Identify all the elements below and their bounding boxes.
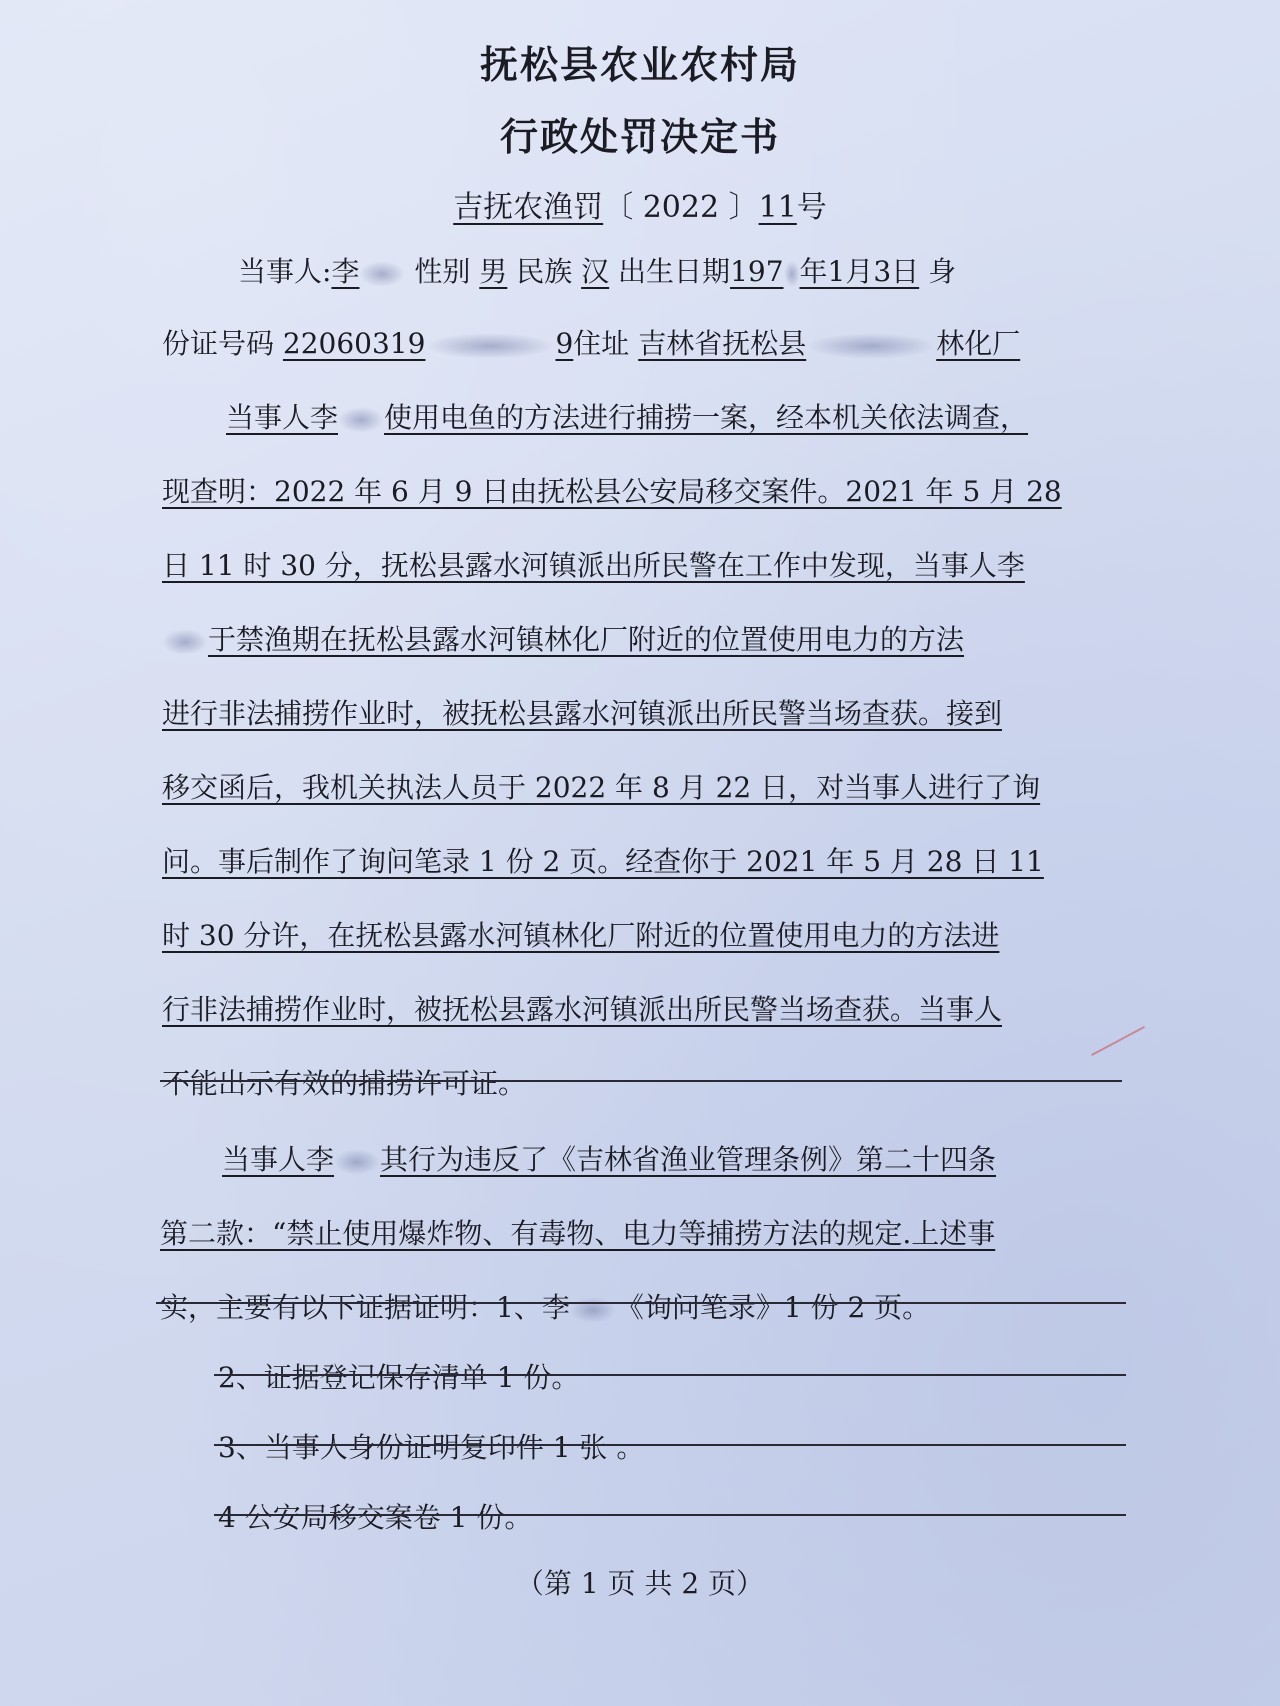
facts-line-2: 现查明：2022 年 6 月 9 日由抚松县公安局移交案件。2021 年 5 月 28 (162, 475, 1062, 508)
redaction-mark (359, 261, 405, 287)
underline-rule (214, 1444, 1126, 1446)
pen-mark (1091, 1026, 1145, 1056)
ethnicity-label: 民族 (516, 255, 573, 288)
id-value: 22060319 9 (282, 327, 574, 360)
facts-line-1: 当事人李 使用电鱼的方法进行捕捞一案，经本机关依法调查， (226, 401, 1029, 434)
redaction-mark (334, 1149, 380, 1175)
facts-line-5: 进行非法捕捞作业时，被抚松县露水河镇派出所民警当场查获。接到 (162, 697, 1003, 730)
evidence-item-4: 4 公安局移交案卷 1 份。 (218, 1501, 533, 1534)
redaction-mark (162, 629, 208, 655)
underline-rule (156, 1302, 1126, 1304)
facts-line-10: 不能出示有效的捕捞许可证。 (162, 1067, 527, 1100)
facts-line-4: 于禁渔期在抚松县露水河镇林化厂附近的位置使用电力的方法 (162, 620, 964, 660)
doc-number-num: 11 (758, 190, 797, 225)
doc-number-suffix: 号 (796, 190, 827, 225)
facts-line-9: 行非法捕捞作业时，被抚松县露水河镇派出所民警当场查获。当事人 (162, 993, 1003, 1026)
party-line-2 (162, 324, 1020, 364)
violation-line-3: 实，主要有以下证据证明：1、李 《询问笔录》1 份 2 页。 (160, 1291, 931, 1324)
doc-number-year: 〔 2022 〕 (603, 190, 759, 225)
facts-line-3: 日 11 时 30 分，抚松县露水河镇派出所民警在工作中发现，当事人李 (162, 549, 1025, 582)
document-type-title: 行政处罚决定书 (499, 115, 780, 159)
wrap-char: 身 (928, 255, 957, 288)
evidence-item-3: 3、当事人身份证明复印件 1 张 。 (218, 1431, 645, 1464)
underline-rule (214, 1374, 1126, 1376)
ethnicity-value: 汉 (581, 255, 610, 288)
address-label: 住址 (573, 327, 630, 360)
violation-line-2: 第二款：“禁止使用爆炸物、有毒物、电力等捕捞方法的规定.上述事 (160, 1217, 996, 1250)
facts-line-8: 时 30 分许，在抚松县露水河镇林化厂附近的位置使用电力的方法进 (162, 919, 1000, 952)
facts-line-6: 移交函后，我机关执法人员于 2022 年 8 月 22 日，对当事人进行了询 (162, 771, 1041, 804)
id-label: 份证号码 (162, 327, 275, 360)
redaction-mark (784, 261, 800, 287)
violation-line-1: 当事人李 其行为违反了《吉林省渔业管理条例》第二十四条 (222, 1143, 997, 1176)
redaction-mark (425, 333, 555, 359)
party-label: 当事人: (238, 255, 332, 288)
gender-label: 性别 (414, 255, 471, 288)
doc-number-prefix: 吉抚农渔罚 (453, 190, 604, 225)
redaction-mark (806, 333, 936, 359)
page-number: （第 1 页 共 2 页） (515, 1567, 765, 1600)
birth-value: 197 年1月3日 (730, 255, 920, 288)
redaction-mark (338, 407, 384, 433)
evidence-item-2: 2、证据登记保存清单 1 份。 (218, 1361, 580, 1394)
party-name: 李 (331, 255, 405, 288)
document-number (0, 182, 1280, 226)
facts-line-7: 问。事后制作了询问笔录 1 份 2 页。经查你于 2021 年 5 月 28 日 11 (162, 845, 1044, 878)
address-value: 吉林省抚松县 林化厂 (638, 327, 1021, 360)
gender-value: 男 (479, 255, 508, 288)
underline-rule (214, 1514, 1126, 1516)
underline-rule (160, 1080, 1122, 1082)
party-line-1 (238, 252, 956, 292)
redaction-mark (570, 1297, 616, 1323)
agency-title: 抚松县农业农村局 (479, 43, 800, 87)
birth-label: 出生日期 (618, 255, 731, 288)
